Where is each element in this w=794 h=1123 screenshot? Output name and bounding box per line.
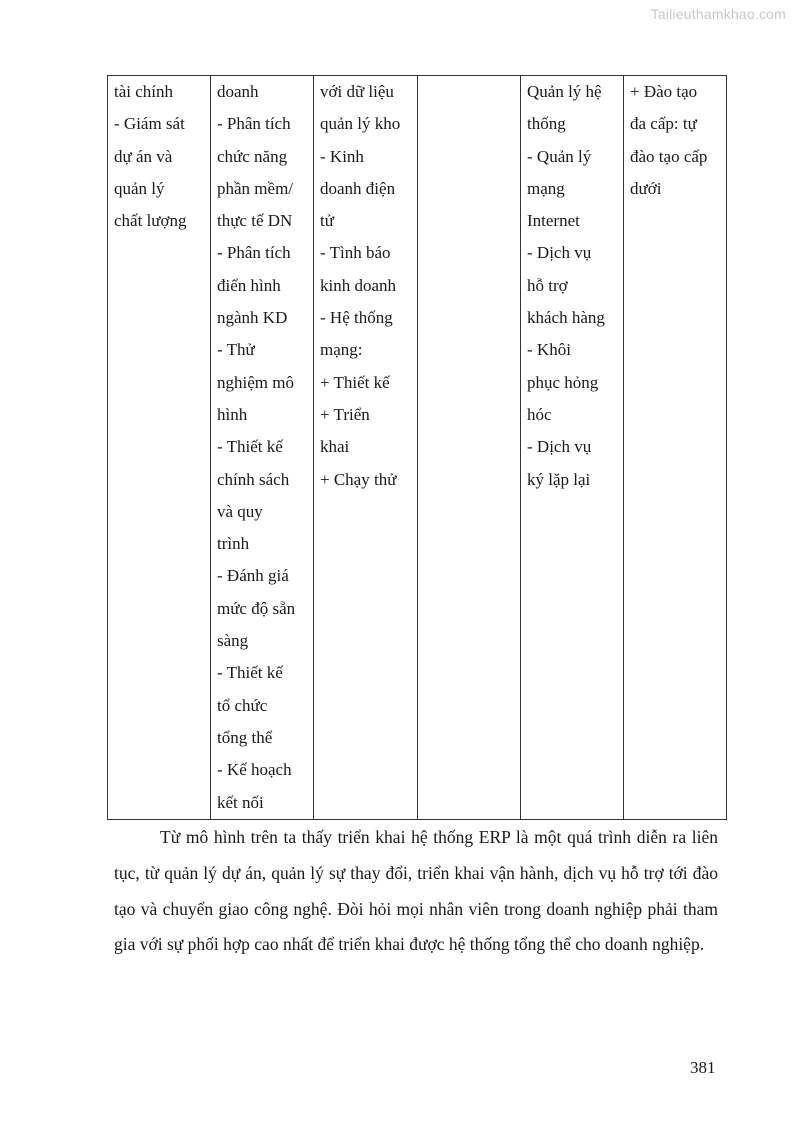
cell-text-line: mạng [527,178,565,198]
cell-text-line: - Đánh giá [217,566,289,586]
cell-text-line: chức năng [217,146,288,166]
cell-text-line: dự án và [114,146,173,166]
cell-text-line: - Thiết kế [217,437,283,457]
cell-text-line: với dữ liệu [320,82,394,101]
body-paragraph: Từ mô hình trên ta thấy triển khai hệ thống ERP là một quá trình diễn ra liên tục, từ quản lý dự án, quản lý sự thay đổi, triển khai vận hành, dịch vụ hỗ trợ tới đào tạo và chuyển giao công nghệ. Đòi hỏi mọi nhân viên trong doanh nghiệp phải tham gia với sự phối hợp cao nhất để triển khai được hệ thống tổng thể cho doanh nghiệp. [114,827,718,955]
cell-text-line: - Phân tích [217,114,291,134]
cell-text-line: + Đào tạo [630,82,698,101]
cell-text-line: kết nối [217,792,264,812]
cell-text-line: quản lý [114,178,165,198]
cell-text-line: ngành KD [217,308,288,328]
table-cell-col-6 [624,76,727,820]
cell-text-line: doanh [217,82,259,101]
cell-text-line: khách hàng [527,308,605,328]
cell-text-line: hóc [527,404,552,424]
cell-text-line: + Thiết kế [320,372,390,392]
cell-text-line: phục hỏng [527,372,599,392]
cell-text-line: mạng: [320,340,363,360]
cell-text-line: - Kinh [320,146,364,166]
cell-text-line: khai [320,437,350,457]
cell-text-line: - Phân tích [217,243,291,263]
cell-text-line: - Hệ thống [320,308,393,328]
continuation-table [107,75,727,820]
cell-text-line: - Thử [217,340,255,360]
page-number: 381 [690,1058,716,1077]
cell-text-line: phần mềm/ [217,178,294,198]
cell-text-line: chính sách [217,469,290,489]
cell-text-line: Quản lý hệ [527,82,602,101]
cell-text-line: + Chạy thử [320,469,397,489]
cell-text-line: tổ chức [217,695,268,715]
cell-text-line: tử [320,211,334,231]
cell-text-line: nghiệm mô [217,372,294,392]
cell-text-line: - Thiết kế [217,663,283,683]
cell-text-line: đa cấp: tự [630,114,697,134]
cell-text-line: + Triển [320,404,370,424]
cell-text-line: - Giám sát [114,114,185,134]
cell-text-line: hỗ trợ [527,275,568,295]
cell-text-line: - Dịch vụ [527,243,592,263]
table-cell-col-5 [521,76,624,820]
table-cell-col-4 [418,76,521,820]
watermark-text: Tailieuthamkhao.com [650,6,786,22]
cell-text-line: - Khôi [527,340,571,360]
cell-text-line: - Tình báo [320,243,391,263]
cell-text-line: doanh điện [320,178,396,198]
table-row [108,76,727,820]
cell-text-line: thống [527,114,566,134]
table-cell-col-2 [211,76,314,820]
cell-text-line: Internet [527,211,580,231]
cell-text-line: - Dịch vụ [527,437,592,457]
cell-text-line: tổng thể [217,727,273,747]
cell-text-line: hình [217,404,248,424]
cell-text-line: quản lý kho [320,114,401,134]
cell-text-line: dưới [630,178,662,198]
cell-text-line: - Quản lý [527,146,592,166]
cell-text-line: điển hình [217,275,281,295]
cell-text-line: trình [217,534,250,554]
cell-text-line: thực tế DN [217,211,293,231]
cell-text-line: ký lặp lại [527,469,591,489]
cell-text-line: kinh doanh [320,275,397,295]
cell-text-line: tài chính [114,82,174,101]
cell-text-line: đào tạo cấp [630,146,708,166]
table-cell-col-3 [314,76,418,820]
cell-text-line: mức độ sẵn [217,598,296,618]
cell-text-line: chất lượng [114,211,187,231]
cell-text-line: sàng [217,631,249,651]
cell-text-line: - Kế hoạch [217,760,292,780]
cell-text-line: và quy [217,501,263,521]
table-cell-col-1 [108,76,211,820]
